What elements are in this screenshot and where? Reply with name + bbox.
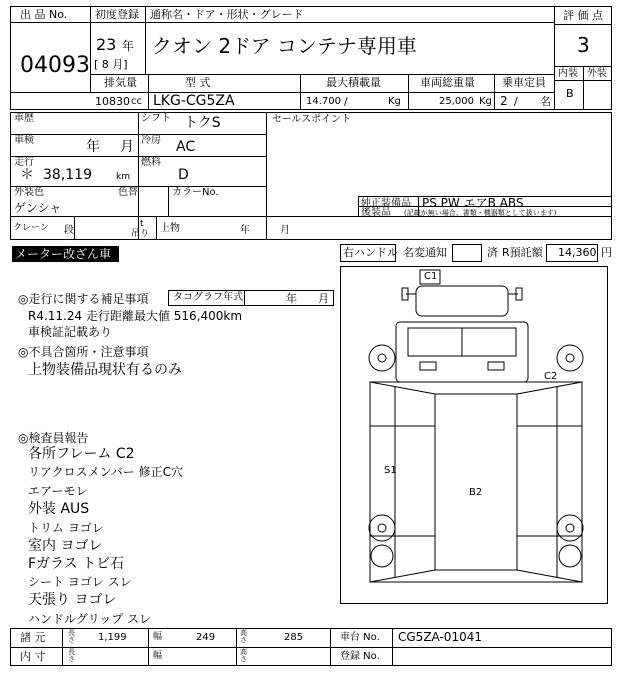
chassis-number: CG5ZA-01041: [398, 630, 482, 644]
grade-value: 3: [577, 33, 590, 57]
height-label: 高さ: [240, 629, 247, 644]
capacity-value: 14.700: [306, 96, 341, 107]
length-value: 1,199: [98, 632, 127, 643]
seats-label: 乗車定員: [502, 76, 546, 89]
seats-unit: 名: [540, 95, 551, 108]
driving-notes-title: ◎走行に関する補足事項: [18, 292, 149, 306]
mileage-value: 38,119: [43, 167, 92, 183]
right-handle-label: 右ハンドル: [343, 246, 398, 259]
footer-col5: [392, 628, 393, 666]
crane-col: [74, 216, 75, 240]
damage-c2: C2: [544, 371, 558, 382]
inspection-year-unit: 年: [86, 139, 100, 155]
gross-weight-unit: Kg: [479, 96, 492, 107]
spec-col3: [408, 74, 409, 110]
inner-dims-label: 内 寸: [20, 650, 46, 663]
aftermarket-label: 後装品: [361, 207, 391, 218]
footer-col1: [62, 628, 63, 666]
crane-t: t: [140, 219, 144, 229]
damage-b2: B2: [469, 487, 483, 498]
vehicle-name: クオン 2ドア コンテナ専用車: [152, 34, 417, 58]
registration-label: 登録 No.: [340, 651, 380, 662]
color-col: [168, 186, 169, 216]
reg-year-unit: 年: [122, 39, 135, 53]
inspection-label: 車検: [14, 135, 34, 146]
report-line: シート ヨゴレ スレ: [28, 575, 132, 589]
mileage-unit: km: [116, 172, 130, 182]
seats-sep: /: [514, 95, 518, 108]
width-label: 幅: [153, 632, 163, 642]
shift-value: トクS: [184, 115, 221, 131]
fuel-label: 燃料: [141, 157, 161, 168]
equipment-label: 純正装備品: [361, 198, 411, 209]
upper-label: 上物: [160, 223, 180, 234]
inspector-title: ◎検査員報告: [18, 431, 89, 445]
details-col2: [266, 112, 267, 240]
footer-mid-line: [10, 647, 612, 648]
lot-label: 出 品 No.: [20, 8, 68, 21]
grade-label-line: [554, 24, 612, 25]
details-row1: [10, 134, 266, 135]
footer-col3: [236, 628, 237, 666]
upper-year-unit: 年: [240, 225, 250, 236]
driving-line-2: 車検証記載あり: [28, 325, 113, 339]
displacement: 10830: [95, 95, 130, 108]
int-ext-line: [554, 80, 612, 81]
history-label: 車歴: [14, 113, 34, 124]
gross-weight-label: 車両総重量: [420, 76, 475, 89]
damage-c1: C1: [424, 271, 438, 282]
displacement-label: 排気量: [104, 76, 137, 89]
tacho-label: タコグラフ年式: [173, 292, 243, 303]
details-frame: [10, 112, 612, 240]
lot-bottom-line: [10, 92, 90, 93]
recycle-done: 済: [487, 246, 498, 259]
equipment-value: PS PW エアB ABS: [422, 196, 524, 210]
spec-label-line: [90, 74, 554, 75]
report-line: リアクロスメンバー 修正C穴: [28, 465, 183, 479]
interior-label: 内装: [558, 68, 578, 79]
report-line: 室内 ヨゴレ: [28, 538, 103, 554]
displacement-unit: cc: [131, 96, 142, 107]
tacho-divider: [244, 290, 245, 306]
year-divider: [145, 6, 146, 74]
report-line: エアーモレ: [28, 484, 88, 498]
tacho-year-unit: 年: [286, 292, 297, 305]
inspection-month-unit: 月: [120, 139, 134, 155]
gross-weight: 25,000: [439, 96, 474, 107]
tamper-flag: メーター改ざん車: [12, 246, 119, 262]
crane-col2: [156, 216, 157, 240]
capacity-sep: /: [344, 95, 348, 108]
reg-year: 23: [96, 35, 117, 54]
crane-suri: 吊り: [131, 229, 150, 239]
ac-value: AC: [176, 139, 196, 155]
reg-month: [ 8 月]: [94, 58, 128, 71]
damage-s1: S1: [384, 465, 397, 476]
footer-col2: [148, 628, 149, 666]
width-value: 249: [196, 632, 216, 643]
inner-height-label: 高さ: [240, 648, 247, 663]
inner-width-label: 幅: [153, 651, 163, 661]
chassis-label: 車台 No.: [340, 632, 380, 643]
recycle-fee: 14,360: [558, 246, 597, 259]
seats-value: 2: [500, 94, 508, 108]
height-value: 285: [284, 632, 304, 643]
name-change-box: [452, 244, 482, 262]
name-change-label: 名変通知: [403, 246, 447, 259]
name-label-line: [90, 22, 554, 23]
inner-length-label: 長さ: [68, 648, 75, 663]
details-col1: [138, 112, 139, 240]
model-label: 型 式: [185, 76, 211, 89]
report-line: 天張り ヨゴレ: [28, 592, 117, 608]
shift-label: シフト: [141, 113, 171, 124]
capacity-label: 最大積載量: [326, 76, 381, 89]
tacho-month-unit: 月: [318, 292, 329, 305]
report-line: トリム ヨゴレ: [28, 521, 104, 535]
color-change-label: 色替: [118, 187, 138, 198]
color-value: ゲンシャ: [14, 201, 62, 215]
defect-title: ◎不具合箇所・注意事項: [18, 345, 149, 359]
truck-diagram: [340, 266, 608, 604]
report-line: Fガラス トビ石: [28, 556, 125, 572]
vehicle-name-label: 通称名・ドア・形状・グレード: [150, 8, 304, 21]
sales-point-label: セールスポイント: [272, 114, 352, 125]
aftermarket-note: (記載が無い場合、書類・機器類として扱います): [404, 209, 557, 217]
report-line: 各所フレーム C2: [28, 446, 135, 462]
footer-col4: [330, 628, 331, 666]
capacity-unit: Kg: [388, 96, 401, 107]
lot-number: 04093: [20, 53, 90, 78]
crane-dan: 段: [64, 225, 74, 236]
spec-col1: [148, 74, 149, 110]
grade-divider: [554, 6, 555, 110]
upper-month-unit: 月: [280, 225, 290, 236]
equip-left: [358, 196, 359, 216]
interior-grade: B: [566, 87, 574, 100]
grade-label: 評 価 点: [563, 9, 603, 22]
mileage-label: 走行: [14, 157, 34, 168]
details-row2: [10, 156, 266, 157]
spec-label: 諸 元: [20, 631, 46, 644]
int-ext-divider: [583, 66, 584, 110]
driving-line-1: R4.11.24 走行距離最大値 516,400km: [28, 309, 243, 323]
first-reg-label: 初度登録: [95, 8, 139, 21]
recycle-fee-label: R預託額: [502, 246, 543, 259]
lot-divider: [90, 6, 91, 92]
ac-label: 冷房: [141, 135, 161, 146]
mileage-mark: ＊: [20, 167, 34, 183]
defect-line-1: 上物装備品現状有るのみ: [28, 362, 182, 378]
crane-label: クレーン: [13, 223, 49, 233]
lot-label-line: [10, 22, 90, 23]
yen-unit: 円: [601, 246, 612, 259]
report-line: 外装 AUS: [28, 501, 90, 517]
details-row3: [10, 186, 266, 187]
color-label: 外装色: [14, 187, 44, 198]
fuel-value: D: [178, 167, 189, 183]
spec-col2: [300, 74, 301, 110]
length-label: 長さ: [68, 629, 75, 644]
exterior-label: 外装: [587, 68, 607, 79]
color-code-label: カラーNo.: [172, 187, 219, 198]
report-line: ハンドルグリップ スレ: [28, 612, 152, 626]
model-code: LKG-CG5ZA: [153, 93, 235, 109]
spec-col4: [494, 74, 495, 110]
